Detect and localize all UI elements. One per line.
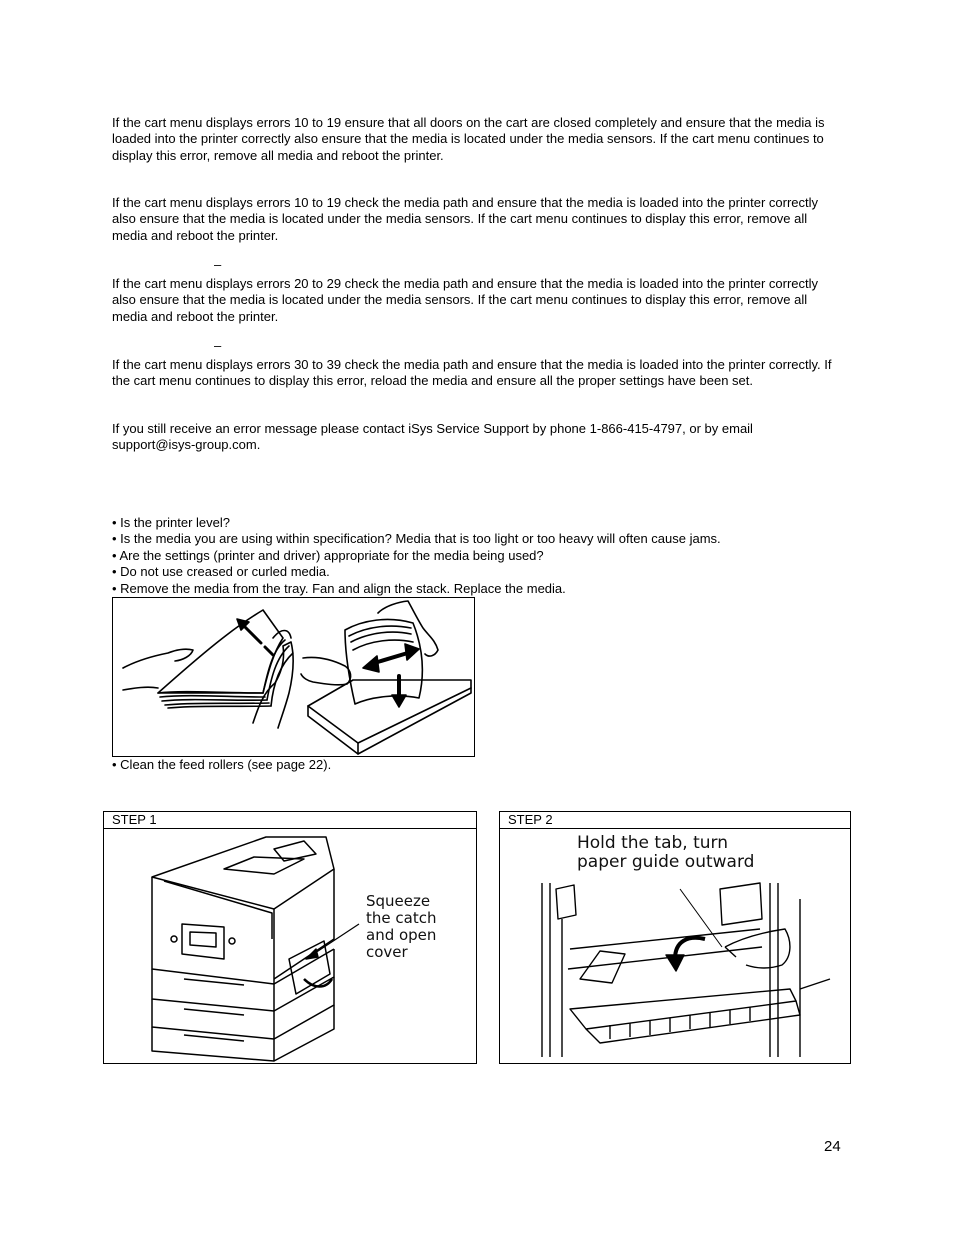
step-1-body (104, 829, 476, 1063)
page-number: 24 (824, 1138, 841, 1155)
step-1-label: STEP 1 (104, 812, 476, 829)
paragraph-contact-support: If you still receive an error message please contact iSys Service Support by phone 1-866-415-4797, or by email support@isys-group.com. (112, 421, 753, 453)
fan-media-drawing (113, 598, 474, 756)
checklist-item: • Remove the media from the tray. Fan and align the stack. Replace the media. (112, 580, 566, 596)
checklist-item: • Is the media you are using within specification? Media that is too light or too heavy will often cause jams. (112, 531, 721, 547)
step-2-body (500, 829, 850, 1063)
step-1-panel (103, 811, 477, 1064)
paragraph-media-path-20-29: If the cart menu displays errors 20 to 29 check the media path and ensure that the media is loaded into the printer correctly also ensure that the media is located under the media sensors. If the cart menu continues to display this error, remove all media and reboot the printer. (112, 276, 818, 324)
step-1-callout: Squeeze the catch and open cover (366, 892, 437, 961)
dash-marker-2: – (214, 338, 222, 353)
step-2-panel (499, 811, 851, 1064)
checklist-item: • Do not use creased or curled media. (112, 564, 330, 580)
paragraph-media-path-30-39: If the cart menu displays errors 30 to 39 check the media path and ensure that the media is loaded into the printer correctly. If the cart menu continues to display this error, reload the media and ensure all the proper settings have been set. (112, 357, 832, 389)
step-2-label: STEP 2 (500, 812, 850, 829)
step-2-callout: Hold the tab, turn paper guide outward (577, 833, 755, 872)
dash-marker-1: – (214, 257, 222, 272)
jam-checklist (112, 515, 832, 597)
paragraph-media-path-10-19: If the cart menu displays errors 10 to 19 check the media path and ensure that the media is loaded into the printer correctly also ensure that the media is located under the media sensors. If the cart menu continues to display this error, remove all media and reboot the printer. (112, 195, 818, 243)
paragraph-cart-doors: If the cart menu displays errors 10 to 19 ensure that all doors on the cart are closed completely and ensure that the media is loaded into the printer correctly also ensure that the media is located under the media sensors. If the cart menu continues to display this error, remove all media and reboot the printer. (112, 115, 825, 163)
fan-media-illustration (112, 597, 475, 757)
checklist-item: • Are the settings (printer and driver) appropriate for the media being used? (112, 547, 544, 563)
checklist-item: • Is the printer level? (112, 515, 230, 530)
clean-rollers-note: • Clean the feed rollers (see page 22). (112, 757, 332, 772)
